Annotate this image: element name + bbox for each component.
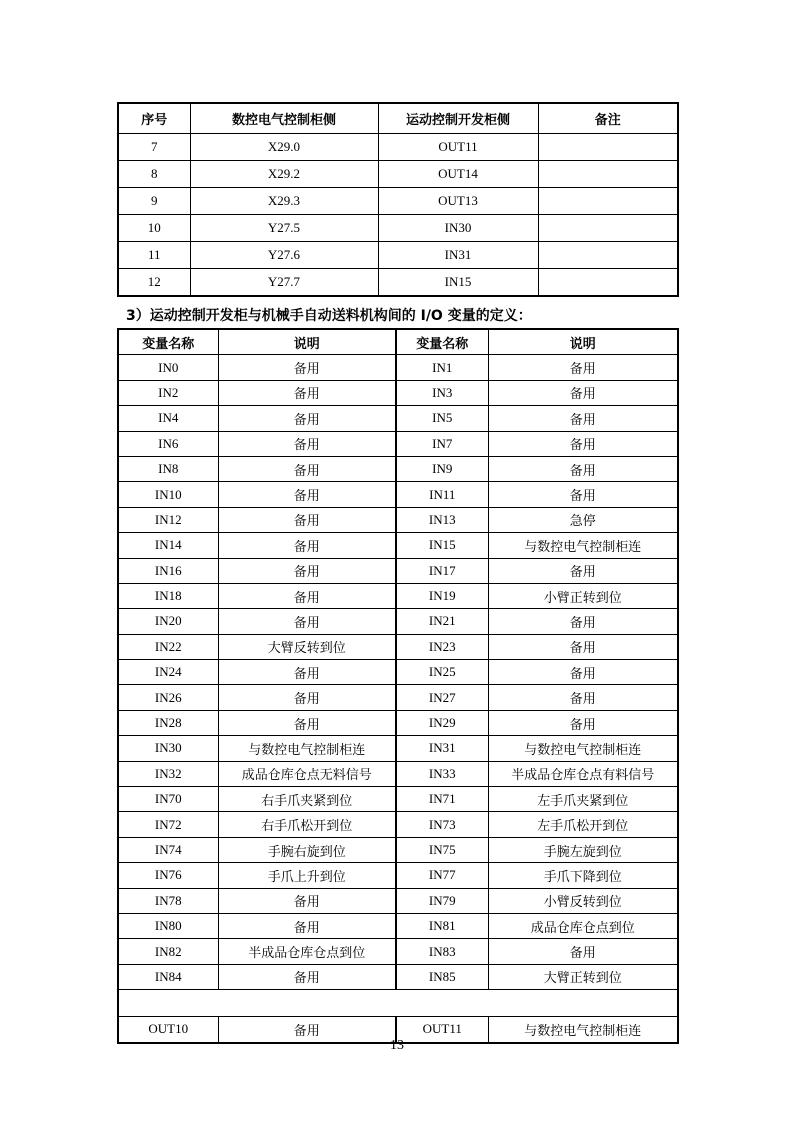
table-cell: OUT11: [378, 134, 538, 161]
table-cell: IN9: [396, 456, 488, 481]
table-cell: 备用: [218, 660, 396, 685]
table-cell: 大臂反转到位: [218, 634, 396, 659]
table-row: [118, 431, 678, 456]
table-cell: X29.2: [190, 161, 378, 188]
header-description: 说明: [218, 329, 396, 355]
table-cell: Y27.5: [190, 215, 378, 242]
table-row: [118, 380, 678, 405]
table-cell: 备用: [488, 609, 678, 634]
table-cell: IN72: [118, 812, 218, 837]
table-header-row: [118, 103, 678, 134]
table-cell: [538, 215, 678, 242]
table-cell: 急停: [488, 507, 678, 532]
table-cell: IN1: [396, 355, 488, 380]
table-cell: IN31: [378, 242, 538, 269]
table-cell: IN16: [118, 558, 218, 583]
table-cell: IN81: [396, 913, 488, 938]
table-cell: 手腕左旋到位: [488, 837, 678, 862]
table-cell: 与数控电气控制柜连: [488, 736, 678, 761]
table-cell: 10: [118, 215, 190, 242]
header-seq: 序号: [118, 103, 190, 134]
table-cell: 备用: [218, 456, 396, 481]
table-row: [118, 964, 678, 989]
table-cell: Y27.7: [190, 269, 378, 297]
table-cell: 备用: [218, 1017, 396, 1043]
table-cell: IN26: [118, 685, 218, 710]
table-cell: 备用: [218, 710, 396, 735]
table-cell: 左手爪松开到位: [488, 812, 678, 837]
table-cell: 左手爪夹紧到位: [488, 787, 678, 812]
table-row: [118, 355, 678, 380]
table-cell: 备用: [218, 380, 396, 405]
table-cell: X29.0: [190, 134, 378, 161]
table-cell: IN31: [396, 736, 488, 761]
table-cell: 备用: [218, 431, 396, 456]
blank-cell: [118, 990, 678, 1017]
section-heading: 3）运动控制开发柜与机械手自动送料机构间的 I/O 变量的定义：: [126, 308, 532, 324]
table-cell: 备用: [488, 710, 678, 735]
table-cell: 备用: [488, 431, 678, 456]
table-row: [118, 406, 678, 431]
table-cell: 备用: [218, 558, 396, 583]
table-row: [118, 736, 678, 761]
table-cell: OUT14: [378, 161, 538, 188]
table-cell: X29.3: [190, 188, 378, 215]
table-row: [118, 787, 678, 812]
table-cell: IN21: [396, 609, 488, 634]
table-cell: IN77: [396, 863, 488, 888]
table-cell: IN6: [118, 431, 218, 456]
table-row: [118, 215, 678, 242]
table-cell: 小臂正转到位: [488, 583, 678, 608]
table-cell: 大臂正转到位: [488, 964, 678, 989]
table-cell: 备用: [488, 380, 678, 405]
table-row: [118, 558, 678, 583]
table-cell: 备用: [218, 888, 396, 913]
table-cell: IN12: [118, 507, 218, 532]
table-cell: 备用: [488, 355, 678, 380]
io-variable-table: [117, 328, 679, 1044]
table-cell: 8: [118, 161, 190, 188]
table-cell: 备用: [218, 964, 396, 989]
table-cell: 半成品仓库仓点有料信号: [488, 761, 678, 786]
table-cell: 12: [118, 269, 190, 297]
table-cell: IN82: [118, 939, 218, 964]
table-row: [118, 269, 678, 297]
table-row: [118, 710, 678, 735]
table-cell: IN13: [396, 507, 488, 532]
table-row: [118, 913, 678, 938]
table-row: [118, 761, 678, 786]
table-cell: IN15: [378, 269, 538, 297]
table-header-row: [118, 329, 678, 355]
table-cell: IN19: [396, 583, 488, 608]
table-row: [118, 939, 678, 964]
table-cell: IN4: [118, 406, 218, 431]
table-cell: IN8: [118, 456, 218, 481]
table-cell: 备用: [488, 558, 678, 583]
table-cell: 手爪下降到位: [488, 863, 678, 888]
table-cell: 右手爪夹紧到位: [218, 787, 396, 812]
table-cell: IN70: [118, 787, 218, 812]
table-cell: IN29: [396, 710, 488, 735]
table-cell: 备用: [488, 406, 678, 431]
table-row: [118, 161, 678, 188]
table-cell: IN20: [118, 609, 218, 634]
table-row: [118, 456, 678, 481]
table-cell: 备用: [218, 685, 396, 710]
table-row: [118, 134, 678, 161]
table-cell: [538, 269, 678, 297]
table-cell: 与数控电气控制柜连: [218, 736, 396, 761]
table-cell: 备用: [218, 507, 396, 532]
table-cell: IN75: [396, 837, 488, 862]
table-cell: IN0: [118, 355, 218, 380]
io-mapping-table: [117, 102, 679, 297]
table-cell: IN25: [396, 660, 488, 685]
table-row: [118, 812, 678, 837]
table-cell: IN73: [396, 812, 488, 837]
table-cell: 手腕右旋到位: [218, 837, 396, 862]
table-cell: 备用: [488, 456, 678, 481]
table-row: [118, 242, 678, 269]
header-description: 说明: [488, 329, 678, 355]
table-cell: IN28: [118, 710, 218, 735]
table-cell: IN27: [396, 685, 488, 710]
table-cell: IN85: [396, 964, 488, 989]
table-cell: [538, 242, 678, 269]
table-cell: IN7: [396, 431, 488, 456]
table-cell: 11: [118, 242, 190, 269]
table-cell: [538, 134, 678, 161]
table-cell: IN18: [118, 583, 218, 608]
table-row: [118, 660, 678, 685]
header-cnc-side: 数控电气控制柜侧: [190, 103, 378, 134]
table-cell: OUT13: [378, 188, 538, 215]
table-row: [118, 482, 678, 507]
table-cell: IN78: [118, 888, 218, 913]
table-row: [118, 888, 678, 913]
table-cell: 与数控电气控制柜连: [488, 533, 678, 558]
table-cell: IN15: [396, 533, 488, 558]
table-cell: 成品仓库仓点无料信号: [218, 761, 396, 786]
table-cell: IN3: [396, 380, 488, 405]
blank-row: [118, 990, 678, 1017]
table-cell: IN32: [118, 761, 218, 786]
table-row: [118, 533, 678, 558]
table-cell: IN11: [396, 482, 488, 507]
table-cell: 备用: [488, 939, 678, 964]
table-cell: IN5: [396, 406, 488, 431]
table-cell: 9: [118, 188, 190, 215]
table-cell: 备用: [218, 533, 396, 558]
table-cell: 备用: [488, 482, 678, 507]
table-row: [118, 837, 678, 862]
header-remarks: 备注: [538, 103, 678, 134]
table-row: [118, 609, 678, 634]
table-cell: IN30: [118, 736, 218, 761]
table-cell: IN74: [118, 837, 218, 862]
table-cell: 备用: [218, 609, 396, 634]
table-cell: 小臂反转到位: [488, 888, 678, 913]
table-cell: IN23: [396, 634, 488, 659]
table-cell: [538, 161, 678, 188]
table-cell: IN33: [396, 761, 488, 786]
table-row: [118, 863, 678, 888]
table-cell: OUT10: [118, 1017, 218, 1043]
table-cell: 备用: [218, 913, 396, 938]
table-cell: IN30: [378, 215, 538, 242]
page-number: 13: [390, 1038, 404, 1053]
table-cell: Y27.6: [190, 242, 378, 269]
table-cell: 备用: [488, 685, 678, 710]
table-row: [118, 634, 678, 659]
table-cell: 备用: [218, 355, 396, 380]
table-cell: 手爪上升到位: [218, 863, 396, 888]
table-cell: OUT11: [396, 1017, 488, 1043]
table-cell: IN76: [118, 863, 218, 888]
header-var-name: 变量名称: [396, 329, 488, 355]
table-row: [118, 507, 678, 532]
table-cell: 与数控电气控制柜连: [488, 1017, 678, 1043]
table-cell: IN83: [396, 939, 488, 964]
header-var-name: 变量名称: [118, 329, 218, 355]
table-cell: IN79: [396, 888, 488, 913]
table-cell: 备用: [218, 406, 396, 431]
table-cell: [538, 188, 678, 215]
table-row: [118, 685, 678, 710]
table-cell: IN80: [118, 913, 218, 938]
table-row: [118, 188, 678, 215]
table-cell: 备用: [218, 482, 396, 507]
table-cell: IN17: [396, 558, 488, 583]
table-cell: 7: [118, 134, 190, 161]
table-cell: IN84: [118, 964, 218, 989]
table-cell: 右手爪松开到位: [218, 812, 396, 837]
table-cell: IN22: [118, 634, 218, 659]
table-cell: 成品仓库仓点到位: [488, 913, 678, 938]
table-cell: IN14: [118, 533, 218, 558]
table-cell: IN24: [118, 660, 218, 685]
table-cell: IN71: [396, 787, 488, 812]
header-motion-side: 运动控制开发柜侧: [378, 103, 538, 134]
table-cell: 半成品仓库仓点到位: [218, 939, 396, 964]
table-cell: IN10: [118, 482, 218, 507]
table-cell: 备用: [218, 583, 396, 608]
table-row: [118, 583, 678, 608]
table-cell: 备用: [488, 660, 678, 685]
table-cell: IN2: [118, 380, 218, 405]
table-cell: 备用: [488, 634, 678, 659]
